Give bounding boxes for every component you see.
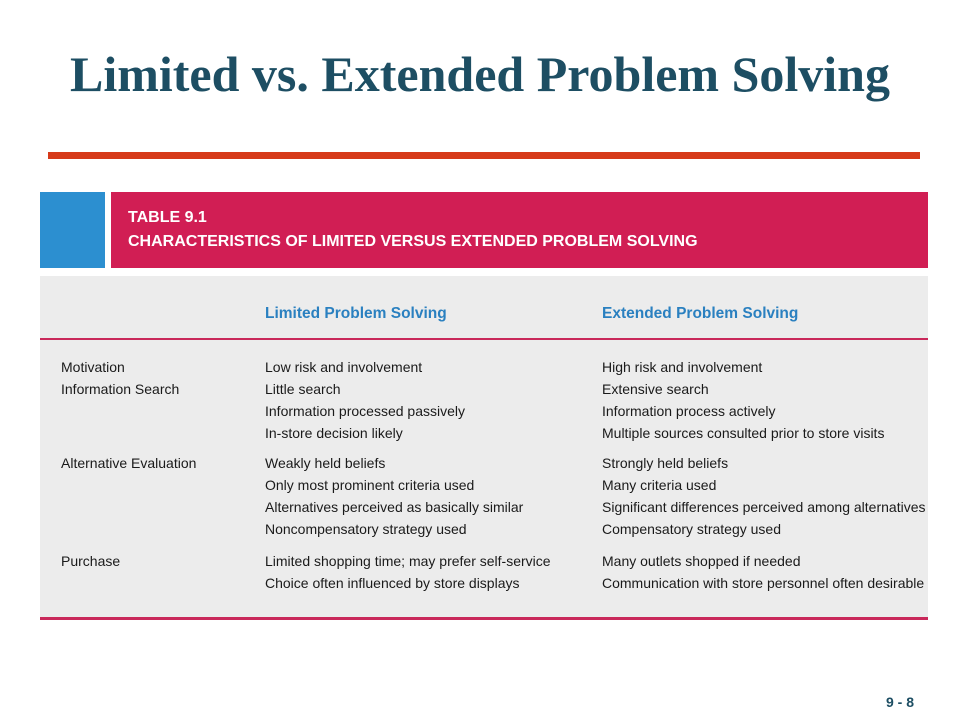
- extended-text: Strongly held beliefs: [602, 455, 729, 471]
- table-body: [40, 276, 928, 618]
- limited-cell: [265, 550, 551, 594]
- limited-text: Little search: [265, 381, 341, 397]
- extended-text: Significant differences perceived among alternatives: [602, 499, 926, 515]
- table-header: [111, 192, 928, 268]
- row-label: Purchase: [61, 553, 121, 569]
- page-number: 9 - 8: [885, 694, 914, 710]
- limited-text: In-store decision likely: [265, 425, 403, 441]
- limited-text: Low risk and involvement: [265, 359, 423, 375]
- extended-text: Information process actively: [602, 403, 776, 419]
- limited-text: Noncompensatory strategy used: [265, 521, 467, 537]
- extended-text: Multiple sources consulted prior to store visits: [602, 425, 885, 441]
- row-label: Information Search: [61, 381, 180, 397]
- limited-text: Information processed passively: [265, 403, 465, 419]
- limited-text: Choice often influenced by store displays: [265, 575, 520, 591]
- extended-cell: [602, 452, 925, 540]
- extended-cell: [602, 550, 924, 594]
- title-divider: [48, 152, 920, 159]
- extended-text: Extensive search: [602, 381, 709, 397]
- extended-text: Communication with store personnel often desirable: [602, 575, 925, 591]
- limited-cell: [265, 452, 523, 540]
- table-accent-block: [40, 192, 105, 268]
- column-header-limited: Limited Problem Solving: [265, 305, 447, 322]
- slide-title: Limited vs. Extended Problem Solving: [70, 46, 890, 102]
- column-header-extended: Extended Problem Solving: [602, 305, 799, 322]
- row-label-cell: [61, 356, 179, 400]
- header-divider: [40, 338, 928, 340]
- limited-cell: [265, 356, 465, 444]
- limited-text: Limited shopping time; may prefer self-service: [265, 553, 551, 569]
- row-label: Motivation: [61, 359, 125, 375]
- extended-text: Many outlets shopped if needed: [602, 553, 801, 569]
- limited-text: Only most prominent criteria used: [265, 477, 475, 493]
- extended-text: Compensatory strategy used: [602, 521, 781, 537]
- row-label: Alternative Evaluation: [61, 455, 197, 471]
- table-number: TABLE 9.1: [128, 209, 207, 226]
- table-bottom-divider: [40, 617, 928, 620]
- row-label-cell: [61, 550, 120, 572]
- table-caption: CHARACTERISTICS OF LIMITED VERSUS EXTENDED PROBLEM SOLVING: [128, 233, 698, 250]
- limited-text: Alternatives perceived as basically similar: [265, 499, 524, 515]
- extended-text: High risk and involvement: [602, 359, 763, 375]
- limited-text: Weakly held beliefs: [265, 455, 386, 471]
- extended-cell: [602, 356, 884, 444]
- row-label-cell: [61, 452, 196, 474]
- extended-text: Many criteria used: [602, 477, 717, 493]
